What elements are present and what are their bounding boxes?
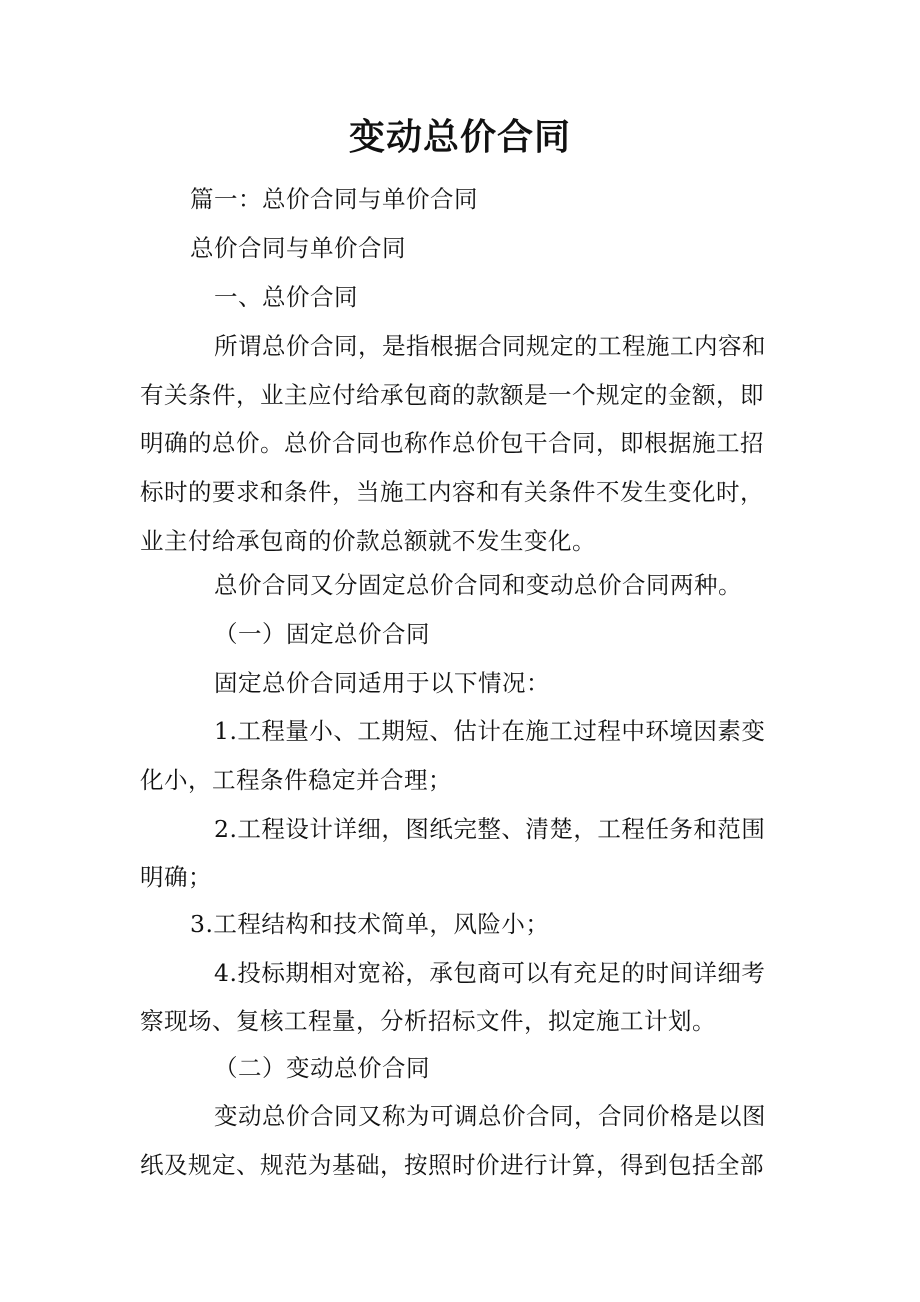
- paragraph-line: 明确的总价。总价合同也称作总价包干合同，即根据施工招: [140, 429, 764, 457]
- section-heading-1: 一、总价合同: [214, 283, 358, 311]
- paragraph-line: 纸及规定、规范为基础，按照时价进行计算，得到包括全部: [140, 1151, 764, 1179]
- paragraph-line: 业主付给承包商的价款总额就不发生变化。: [140, 527, 596, 555]
- subheading: 总价合同与单价合同: [190, 234, 406, 262]
- list-item-4: 4.投标期相对宽裕，承包商可以有充足的时间详细考: [214, 959, 766, 987]
- subsection-heading-1: （一）固定总价合同: [214, 620, 430, 648]
- paragraph-line: 所谓总价合同，是指根据合同规定的工程施工内容和: [214, 332, 766, 360]
- list-item-2: 2.工程设计详细，图纸完整、清楚，工程任务和范围: [214, 815, 766, 843]
- list-item-2-cont: 明确；: [140, 863, 212, 891]
- paragraph-line: 固定总价合同适用于以下情况：: [214, 669, 550, 697]
- list-item-1-cont: 化小，工程条件稳定并合理；: [140, 766, 452, 794]
- paragraph-line: 变动总价合同又称为可调总价合同，合同价格是以图: [214, 1102, 766, 1130]
- list-item-1: 1.工程量小、工期短、估计在施工过程中环境因素变: [214, 717, 766, 745]
- heading-part-one: 篇一：总价合同与单价合同: [190, 185, 478, 213]
- paragraph-line: 总价合同又分固定总价合同和变动总价合同两种。: [214, 571, 742, 599]
- document-title: 变动总价合同: [348, 116, 571, 158]
- subsection-heading-2: （二）变动总价合同: [214, 1054, 430, 1082]
- paragraph-line: 有关条件，业主应付给承包商的款额是一个规定的金额，即: [140, 381, 764, 409]
- list-item-4-cont: 察现场、复核工程量，分析招标文件，拟定施工计划。: [140, 1007, 716, 1035]
- paragraph-line: 标时的要求和条件，当施工内容和有关条件不发生变化时，: [140, 478, 764, 506]
- list-item-3: 3.工程结构和技术简单，风险小；: [190, 910, 550, 938]
